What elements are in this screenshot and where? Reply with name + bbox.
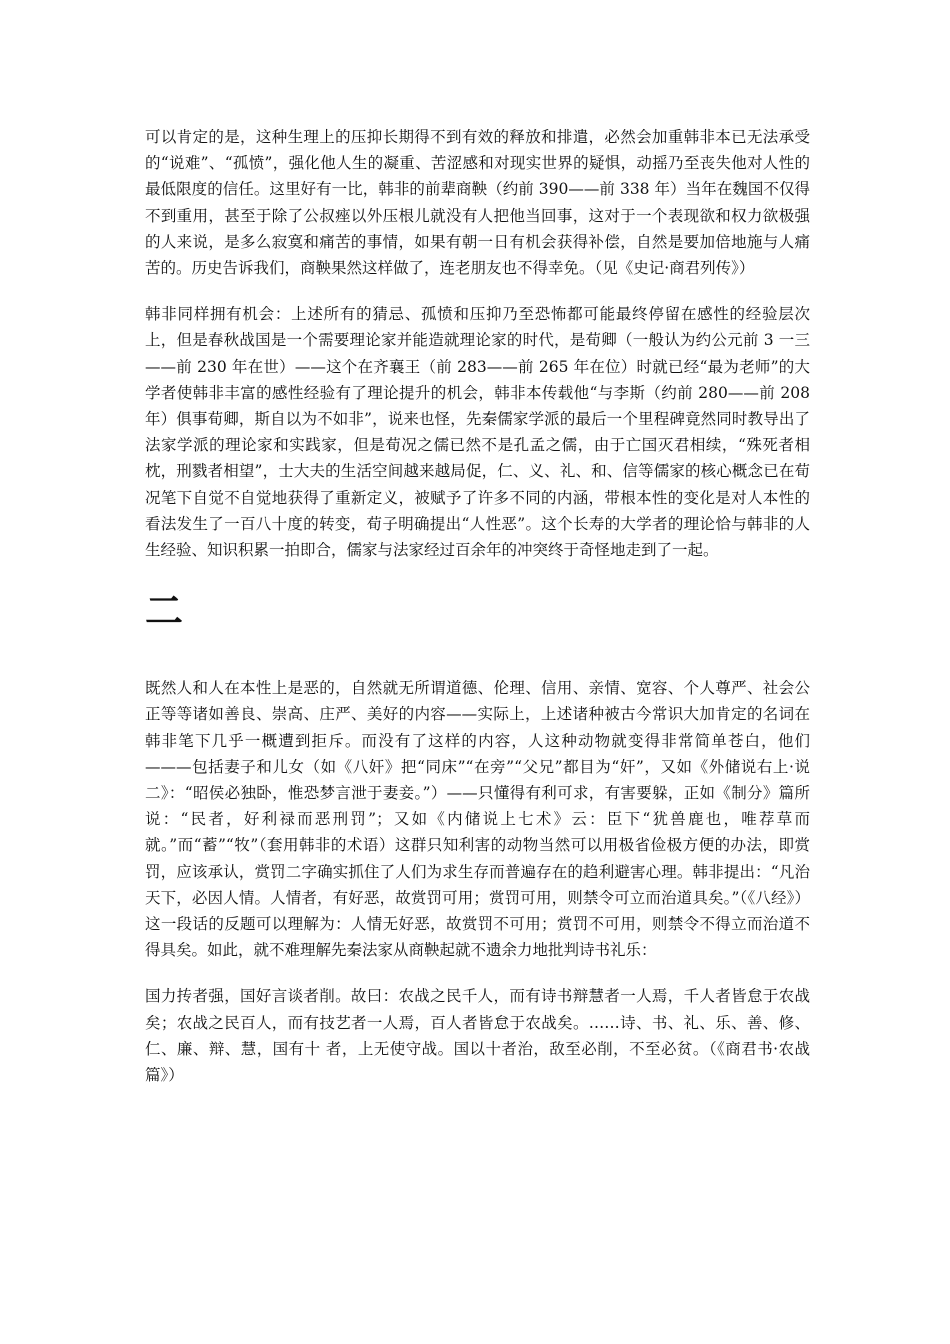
paragraph: 可以肯定的是，这种生理上的压抑长期得不到有效的释放和排遣，必然会加重韩非本已无法承受的“说难”、“孤愤”，强化他人生的凝重、苦涩感和对现实世界的疑惧，动摇乃至丧失他对人性的最低限度的信任。这里好有一比，韩非的前辈商鞅（约前 390——前 338 年）当年在魏国不仅得不到重用，甚至于除了公叔痤以外压根儿就没有人把他当回事，这对于一个表现欲和权力欲极强的人来说，是多么寂寞和痛苦的事情，如果有朝一日有机会获得补偿，自然是要加倍地施与人痛苦的。历史告诉我们，商鞅果然这样做了，连老朋友也不得幸免。（见《史记·商君列传》） [145, 128, 811, 278]
quoted-paragraph: 国力抟者强，国好言谈者削。故曰：农战之民千人，而有诗书辩慧者一人焉，千人者皆怠于农战矣；农战之民百人，而有技艺者一人焉，百人者皆怠于农战矣。……诗、书、礼、乐、善、修、仁、廉、辩、慧，国有十 者，上无使守战。国以十者治，敌至必削，不至必贫。（《商君书·农战篇》） [145, 987, 810, 1085]
document-page [145, 120, 810, 1088]
paragraph: 韩非同样拥有机会：上述所有的猜忌、孤愤和压抑乃至恐怖都可能最终停留在感性的经验层次上，但是春秋战国是一个需要理论家并能造就理论家的时代，是荀卿（一般认为约公元前 3 一三——前 230 年在世）——这个在齐襄王（前 283——前 265 年在位）时就已经“最为老师”的大学者使韩非丰富的感性经验有了理论提升的机会，韩非本传载他“与李斯（约前 280——前 208 年）俱事荀卿，斯自以为不如非”，说来也怪，先秦儒家学派的最后一个里程碑竟然同时教导出了法家学派的理论家和实践家，但是荀况之儒已然不是孔孟之儒，由于亡国灭君相续，“殊死者相枕，刑戮者相望”，士大夫的生活空间越来越局促，仁、义、礼、和、信等儒家的核心概念已在荀况笔下自觉不自觉地获得了重新定义，被赋予了许多不同的内涵，带根本性的变化是对人本性的看法发生了一百八十度的转变，荀子明确提出“人性恶”。这个长寿的大学者的理论恰与韩非的人生经验、知识积累一拍即合，儒家与法家经过百余年的冲突终于奇怪地走到了一起。 [145, 305, 810, 560]
section-heading: 二 [145, 589, 184, 634]
paragraph: 既然人和人在本性上是恶的，自然就无所谓道德、伦理、信用、亲情、宽容、个人尊严、社会公正等等诸如善良、崇高、庄严、美好的内容——实际上，上述诸种被古今常识大加肯定的名词在韩非笔下几乎一概遭到拒斥。而没有了这样的内容，人这种动物就变得非常简单苍白，他们———包括妻子和儿女（如《八奸》把“同床”“在旁”“父兄”都目为“奸”，又如《外储说右上·说二》：“昭侯必独卧，惟恐梦言泄于妻妾。”）——只懂得有利可求，有害要躲，正如《制分》篇所说：“民者，好利禄而恶刑罚”；又如《内储说上七术》云：臣下“犹兽鹿也，唯荐草而就。”而“蓄”“牧”（套用韩非的术语）这群只知利害的动物当然可以用极省俭极方便的办法，即赏罚，应该承认，赏罚二字确实抓住了人们为求生存而普遍存在的趋利避害心理。韩非提出：“凡治天下，必因人情。人情者，有好恶，故赏罚可用；赏罚可用，则禁令可立而治道具矣。”（《八经》）这一段话的反题可以理解为：人情无好恶，故赏罚不可用；赏罚不可用，则禁令不得立而治道不得具矣。如此，就不难理解先秦法家从商鞅起就不遗余力地批判诗书礼乐： [145, 679, 810, 960]
